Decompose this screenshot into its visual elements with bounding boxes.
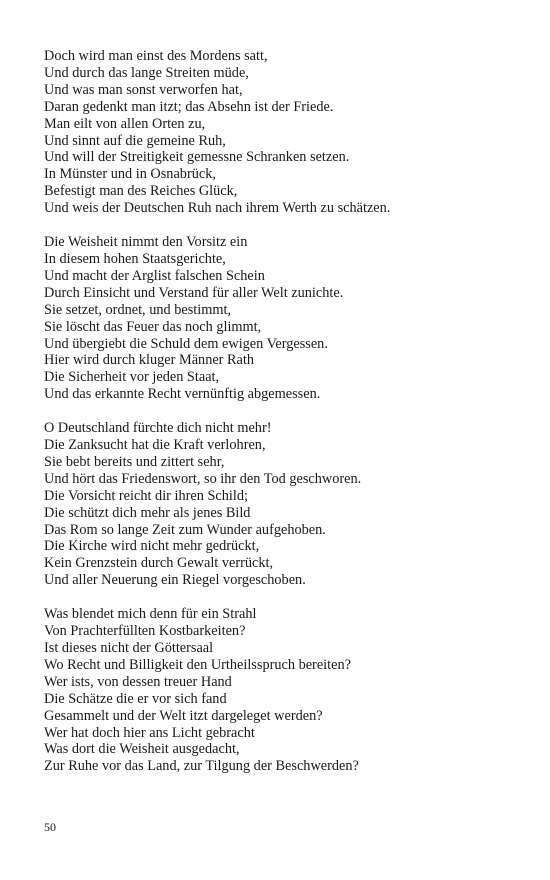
poem-line: Die Weisheit nimmt den Vorsitz ein xyxy=(44,234,248,251)
poem-line: Hier wird durch kluger Männer Rath xyxy=(44,352,255,369)
poem-line: Zur Ruhe vor das Land, zur Tilgung der Beschwerden? xyxy=(44,758,359,775)
poem-body xyxy=(44,48,524,792)
poem-line: Ist dieses nicht der Göttersaal xyxy=(44,640,214,656)
poem-line: Und hört das Friedenswort, so ihr den Tod geschworen. xyxy=(44,470,362,487)
poem-line: Sie setzet, ordnet, und bestimmt, xyxy=(44,301,232,318)
stanza-4 xyxy=(44,606,524,775)
poem-line: O Deutschland fürchte dich nicht mehr! xyxy=(44,420,272,437)
poem-line: Sie bebt bereits und zittert sehr, xyxy=(44,453,225,470)
poem-line: Und aller Neuerung ein Riegel vorgeschoben. xyxy=(44,572,306,589)
poem-line: Die Zanksucht hat die Kraft verlohren, xyxy=(44,437,266,454)
poem-line: Wo Recht und Billigkeit den Urtheilsspruch bereiten? xyxy=(44,656,351,673)
poem-line: Und weis der Deutschen Ruh nach ihrem Werth zu schätzen. xyxy=(44,200,391,217)
poem-line: Und sinnt auf die gemeine Ruh, xyxy=(44,132,226,149)
poem-line: Gesammelt und der Welt itzt dargeleget werden? xyxy=(44,707,323,724)
poem-line: Die Vorsicht reicht dir ihren Schild; xyxy=(44,487,248,504)
poem-line: Wer ists, von dessen treuer Hand xyxy=(44,673,232,690)
poem-line: Das Rom so lange Zeit zum Wunder aufgehoben. xyxy=(44,521,326,538)
poem-line: Durch Einsicht und Verstand für aller Welt zunichte. xyxy=(44,284,344,301)
poem-line: Daran gedenkt man itzt; das Absehn ist der Friede. xyxy=(44,98,334,115)
poem-line: Die Sicherheit vor jeden Staat, xyxy=(44,369,220,386)
poem-line: Und durch das lange Streiten müde, xyxy=(44,64,249,81)
stanza-2 xyxy=(44,234,524,403)
poem-line: Was dort die Weisheit ausgedacht, xyxy=(44,741,240,758)
poem-line: Und das erkannte Recht vernünftig abgemessen. xyxy=(44,386,321,403)
poem-line: Kein Grenzstein durch Gewalt verrückt, xyxy=(44,555,274,572)
poem-line: Die schützt dich mehr als jenes Bild xyxy=(44,504,251,521)
poem-line: Und macht der Arglist falschen Schein xyxy=(44,267,265,284)
poem-line: Was blendet mich denn für ein Strahl xyxy=(44,606,257,623)
poem-line: Sie löscht das Feuer das noch glimmt, xyxy=(44,318,262,335)
poem-line: Befestigt man des Reiches Glück, xyxy=(44,183,238,200)
poem-line: Die Schätze die er vor sich fand xyxy=(44,690,227,707)
page-number: 50 xyxy=(44,820,56,834)
poem-line: Wer hat doch hier ans Licht gebracht xyxy=(44,724,255,741)
poem-line: In diesem hohen Staatsgerichte, xyxy=(44,250,226,267)
poem-line: Und was man sonst verworfen hat, xyxy=(44,81,243,98)
poem-line: Von Prachterfüllten Kostbarkeiten? xyxy=(44,623,246,640)
poem-line: Die Kirche wird nicht mehr gedrückt, xyxy=(44,538,260,555)
poem-line: Doch wird man einst des Mordens satt, xyxy=(44,48,268,64)
poem-line: Und will der Streitigkeit gemessne Schranken setzen. xyxy=(44,149,350,166)
poem-line: In Münster und in Osnabrück, xyxy=(44,166,216,183)
stanza-3 xyxy=(44,420,524,589)
poem-line: Und übergiebt die Schuld dem ewigen Vergessen. xyxy=(44,335,328,352)
stanza-1 xyxy=(44,48,524,217)
poem-line: Man eilt von allen Orten zu, xyxy=(44,115,206,132)
